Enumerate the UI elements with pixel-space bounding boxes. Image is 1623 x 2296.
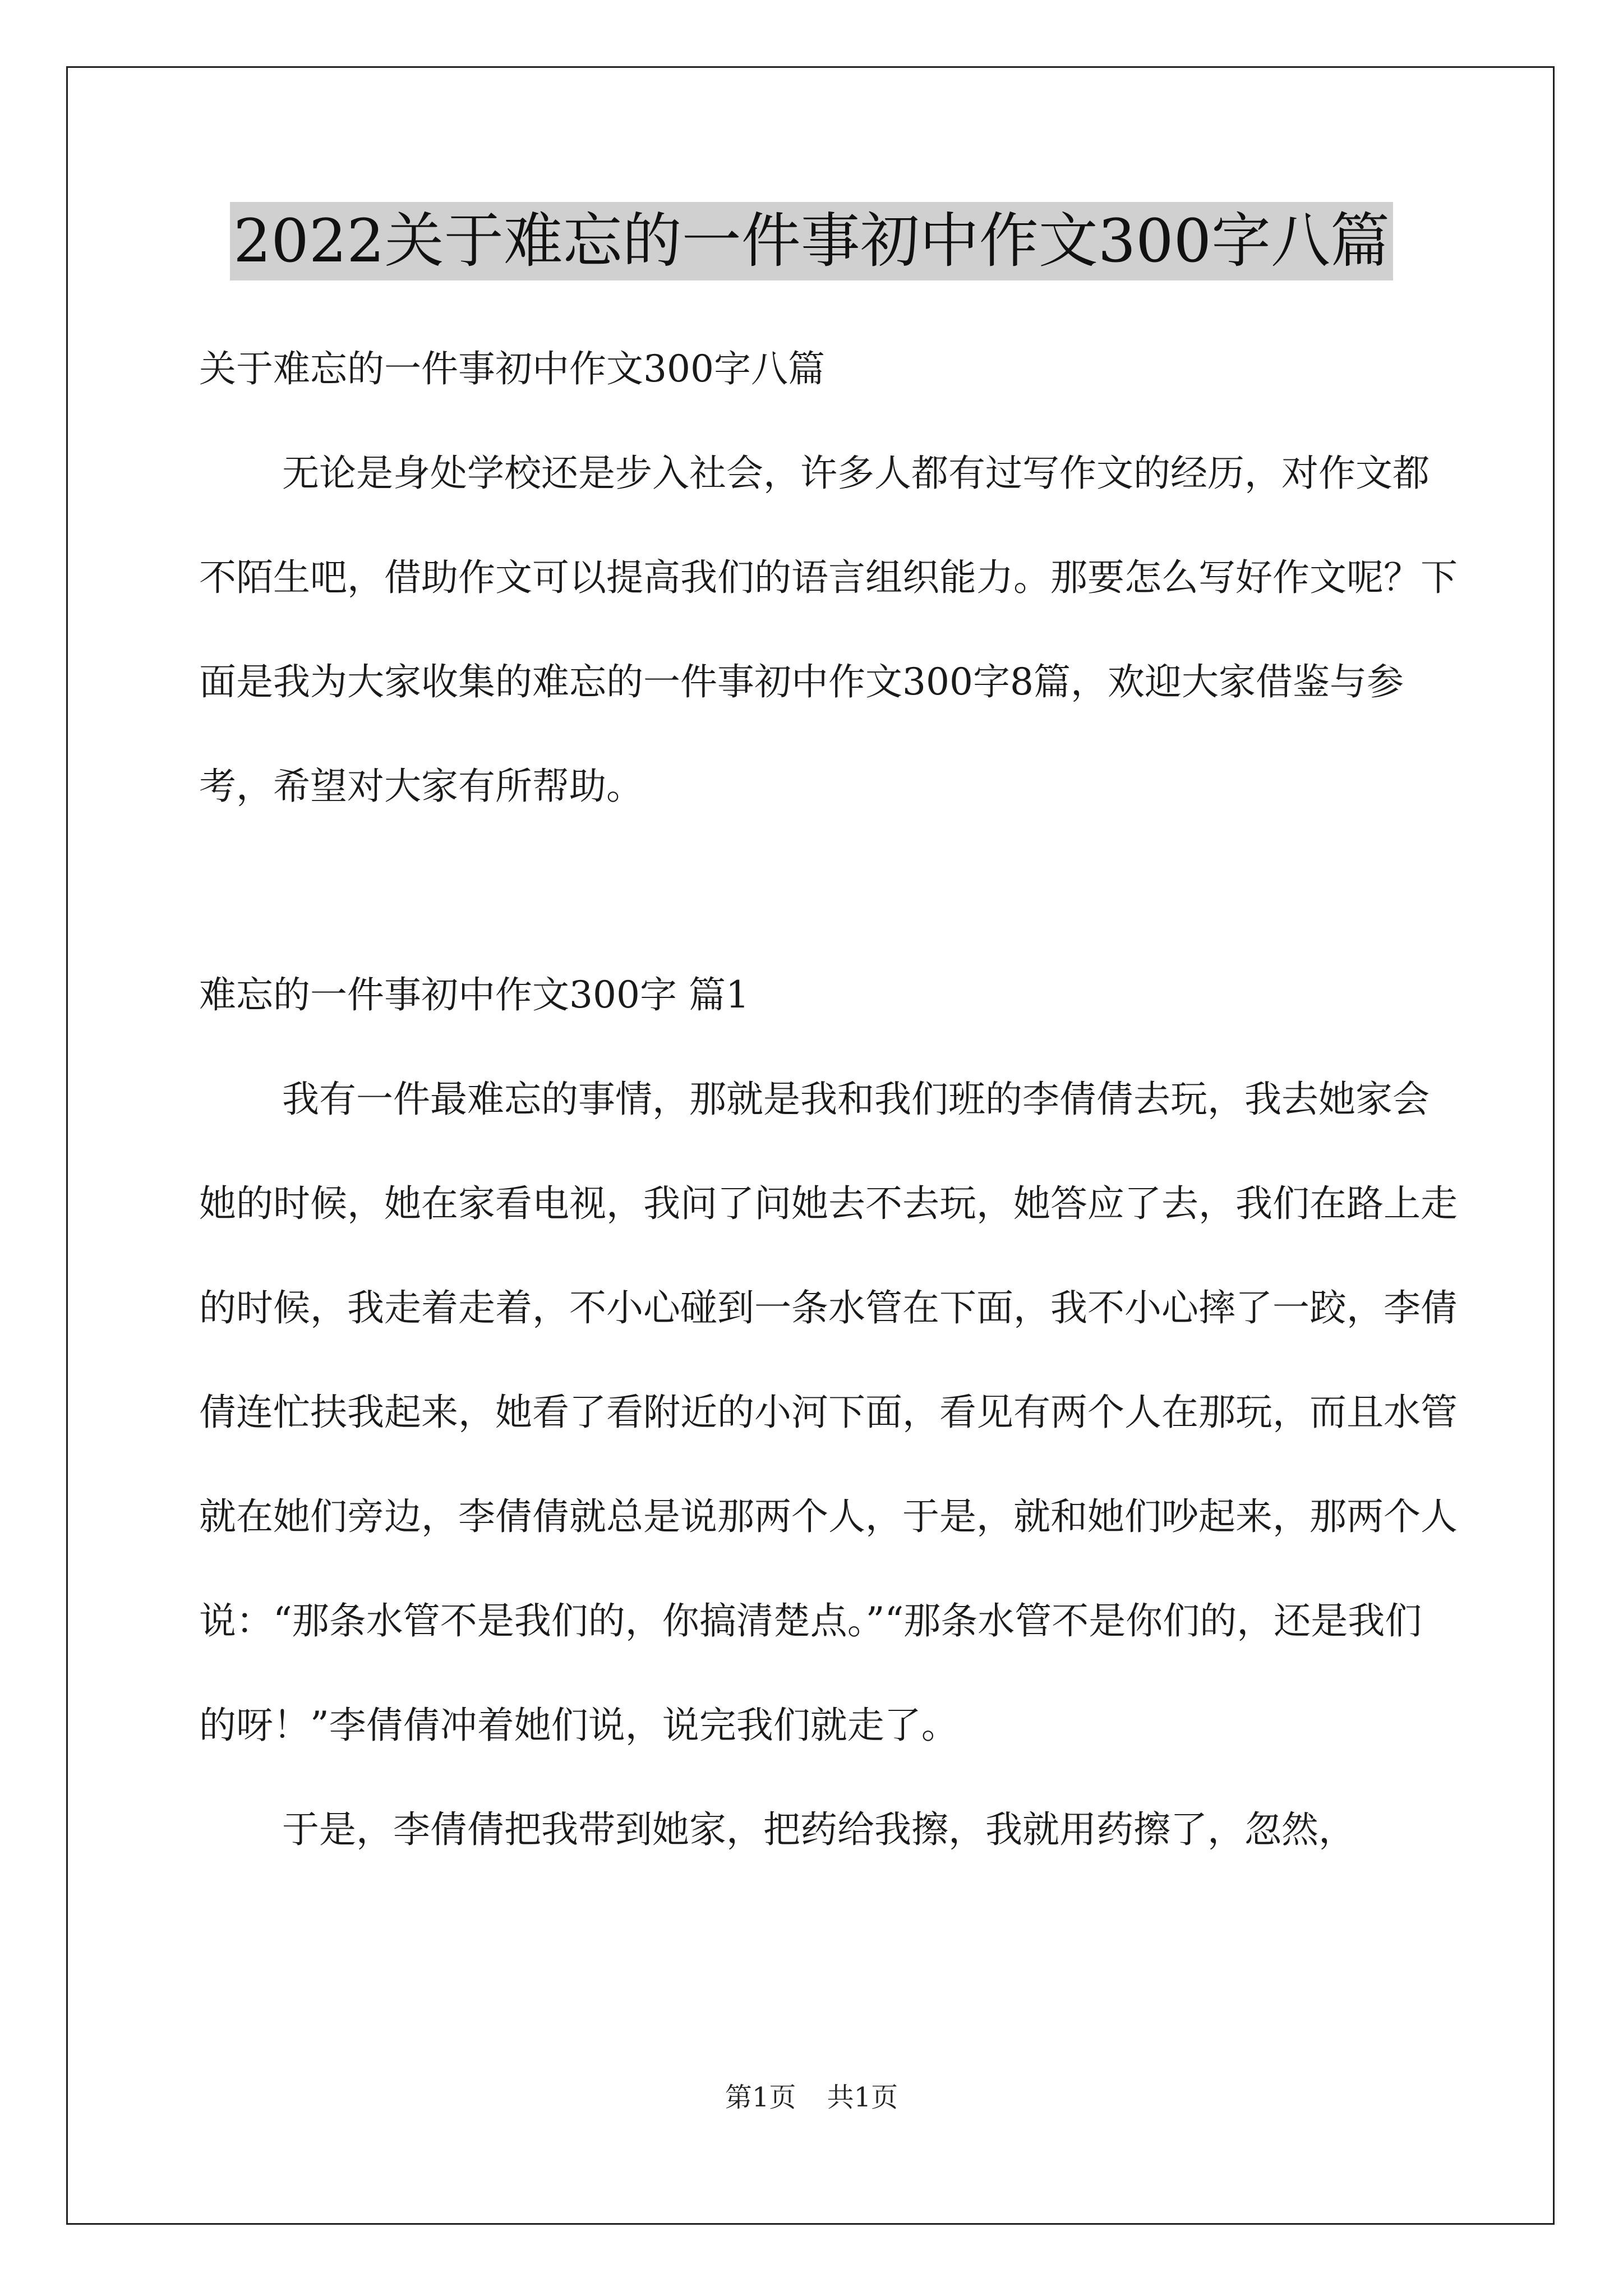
title-container — [0, 202, 1623, 280]
page-number: 第1页 — [725, 2082, 796, 2113]
page-total: 共1页 — [827, 2082, 898, 2113]
section-heading: 难忘的一件事初中作文300字 篇1 — [199, 973, 749, 1016]
body-paragraph-1: 我有一件最难忘的事情，那就是我和我们班的李倩倩去玩，我去她家会她的时候，她在家看电视，我问了问她去不去玩，她答应了去，我们在路上走的时候，我走着走着，不小心碰到一条水管在下面，我不小心摔了一跤，李倩倩连忙扶我起来，她看了看附近的小河下面，看见有两个人在那玩，而且水管就在她们旁边，李倩倩就总是说那两个人，于是，就和她们吵起来，那两个人说：“那条水管不是我们的，你搞清楚点。”“那条水管不是你们的，还是我们的呀！”李倩倩冲着她们说，说完我们就走了。 — [199, 1078, 1458, 1747]
subtitle: 关于难忘的一件事初中作文300字八篇 — [199, 347, 825, 390]
document-body — [199, 317, 1458, 1882]
page-footer — [0, 2076, 1623, 2114]
document-title: 2022关于难忘的一件事初中作文300字八篇 — [230, 202, 1393, 280]
body-paragraph-2: 于是，李倩倩把我带到她家，把药给我擦，我就用药擦了，忽然， — [282, 1808, 1355, 1851]
intro-paragraph: 无论是身处学校还是步入社会，许多人都有过写作文的经历，对作文都不陌生吧，借助作文可以提高我们的语言组织能力。那要怎么写好作文呢？下面是我为大家收集的难忘的一件事初中作文300字8篇，欢迎大家借鉴与参考，希望对大家有所帮助。 — [199, 452, 1458, 808]
